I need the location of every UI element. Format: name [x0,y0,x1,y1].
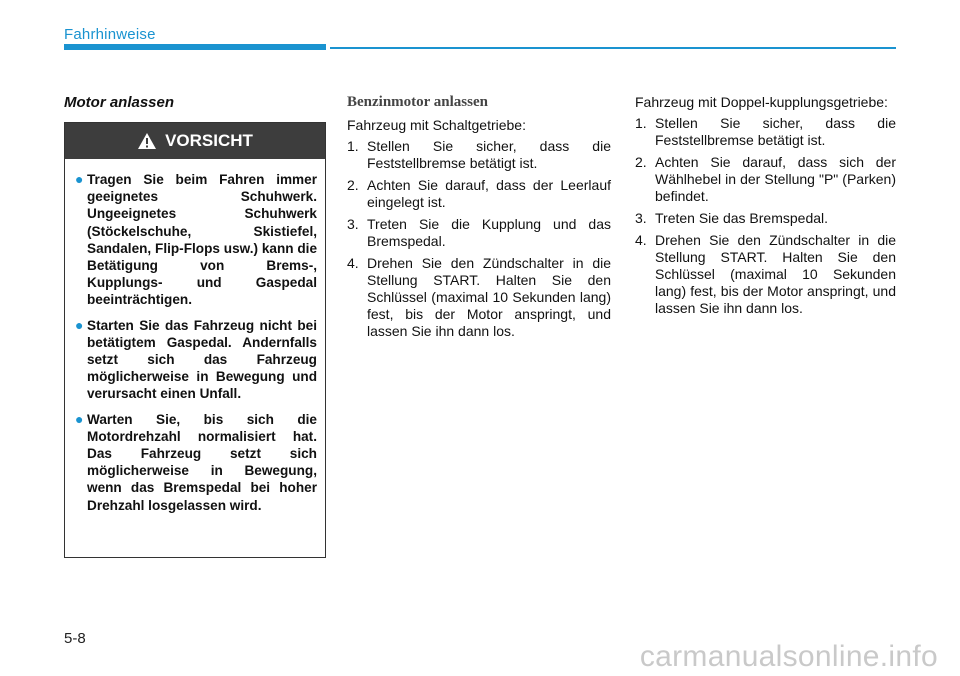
column-benzinmotor [347,94,611,345]
steps-doppelkupplung [635,115,896,317]
step-item: 4. Drehen Sie den Zündschalter in die Stellung START. Halten Sie den Schlüssel (maximal 10 Sekunden lang) fest, bis der Motor anspringt, und lassen Sie ihn dann los. [635,232,896,316]
step-item: 1. Stellen Sie sicher, dass die Feststellbremse betätigt ist. [347,138,611,171]
intro-schaltgetriebe: Fahrzeug mit Schaltgetriebe: [347,117,526,133]
intro-doppelkupplung: Fahrzeug mit Doppel-kupplungsgetriebe: [635,94,888,110]
warning-item: ● Starten Sie das Fahrzeug nicht bei betätigtem Gaspedal. Andernfalls setzt sich das Fahrzeug möglicherweise in Bewegung und verursacht einen Unfall. [75,316,317,402]
warning-box [64,122,326,558]
bullet-icon: ● [75,410,84,427]
warning-title: VORSICHT [165,131,253,150]
warning-item: ● Tragen Sie beim Fahren immer geeignetes Schuhwerk. Ungeeignetes Schuhwerk (Stöckelschuhe, Skistiefel, Sandalen, Flip-Flops usw.) kann die Betätigung von Brems-, Kupplungs- und Gaspedal beeinträchtigen. [75,171,317,308]
header-rule-thin [330,47,896,49]
subheading-motor-anlassen: Motor anlassen [64,94,175,111]
step-item: 1. Stellen Sie sicher, dass die Feststellbremse betätigt ist. [635,115,896,148]
bullet-icon: ● [75,171,84,187]
step-item: 2. Achten Sie darauf, dass der Leerlauf eingelegt ist. [347,177,611,210]
step-item: 2. Achten Sie darauf, dass sich der Wählhebel in der Stellung "P" (Parken) befindet. [635,154,896,204]
column-doppelkupplung [635,94,896,322]
watermark: carmanualsonline.info [639,640,938,673]
section-title: Fahrhinweise [64,26,156,43]
warning-triangle-icon [137,132,157,150]
bullet-icon: ● [75,316,84,333]
warning-item: ● Warten Sie, bis sich die Motordrehzahl normalisiert hat. Das Fahrzeug setzt sich möglicherweise in Bewegung, wenn das Bremspedal bei hoher Drehzahl losgelassen wird. [75,410,317,513]
heading-benzinmotor: Benzinmotor anlassen [347,94,488,110]
page-number: 5-8 [64,630,86,647]
warning-list [65,159,325,514]
header-rule-thick [64,44,326,50]
step-item: 3. Treten Sie die Kupplung und das Bremspedal. [347,216,611,249]
step-item: 4. Drehen Sie den Zündschalter in die Stellung START. Halten Sie den Schlüssel (maximal 10 Sekunden lang) fest, bis der Motor anspringt, und lassen Sie ihn dann los. [347,255,611,339]
step-item: 3. Treten Sie das Bremspedal. [635,210,829,226]
steps-schaltgetriebe [347,138,611,340]
warning-header [65,123,325,159]
